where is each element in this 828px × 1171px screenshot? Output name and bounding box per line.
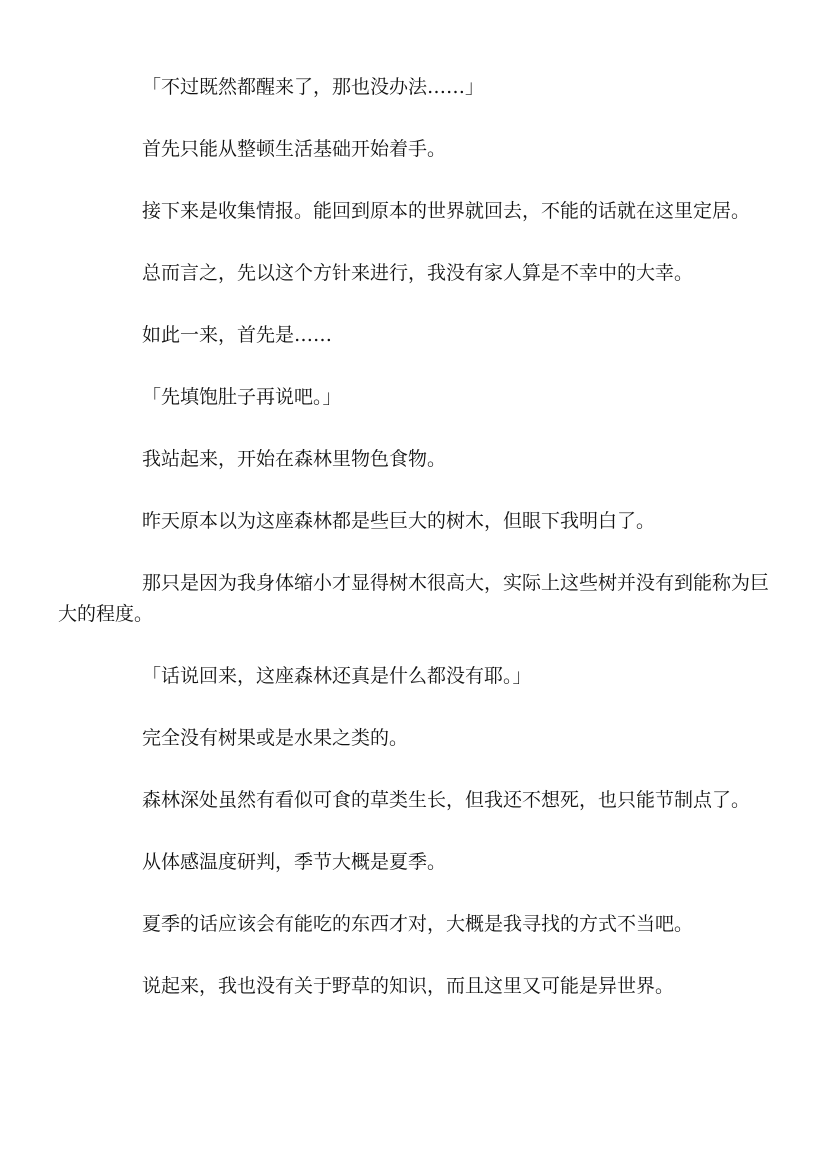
paragraph: 「不过既然都醒来了，那也没办法……」 (142, 76, 485, 98)
body-text (58, 72, 770, 1033)
paragraph: 说起来，我也没有关于野草的知识，而且这里又可能是异世界。 (142, 975, 675, 997)
paragraph: 完全没有树果或是水果之类的。 (142, 727, 409, 749)
paragraph: 昨天原本以为这座森林都是些巨大的树木，但眼下我明白了。 (142, 510, 656, 532)
paragraph: 如此一来，首先是…… (142, 324, 333, 346)
paragraph: 森林深处虽然有看似可食的草类生长，但我还不想死，也只能节制点了。 (142, 789, 751, 811)
paragraph: 首先只能从整顿生活基础开始着手。 (142, 138, 447, 160)
paragraph: 从体感温度研判，季节大概是夏季。 (142, 851, 447, 873)
paragraph: 「先填饱肚子再说吧。」 (142, 386, 342, 408)
paragraph: 那只是因为我身体缩小才显得树木很高大，实际上这些树并没有到能称为巨大的程度。 (58, 572, 770, 625)
paragraph: 接下来是收集情报。能回到原本的世界就回去，不能的话就在这里定居。 (142, 200, 751, 222)
paragraph: 「话说回来，这座森林还真是什么都没有耶。」 (142, 665, 532, 687)
paragraph: 总而言之，先以这个方针来进行，我没有家人算是不幸中的大幸。 (142, 262, 694, 284)
paragraph: 我站起来，开始在森林里物色食物。 (142, 448, 447, 470)
paragraph: 夏季的话应该会有能吃的东西才对，大概是我寻找的方式不当吧。 (142, 913, 694, 935)
